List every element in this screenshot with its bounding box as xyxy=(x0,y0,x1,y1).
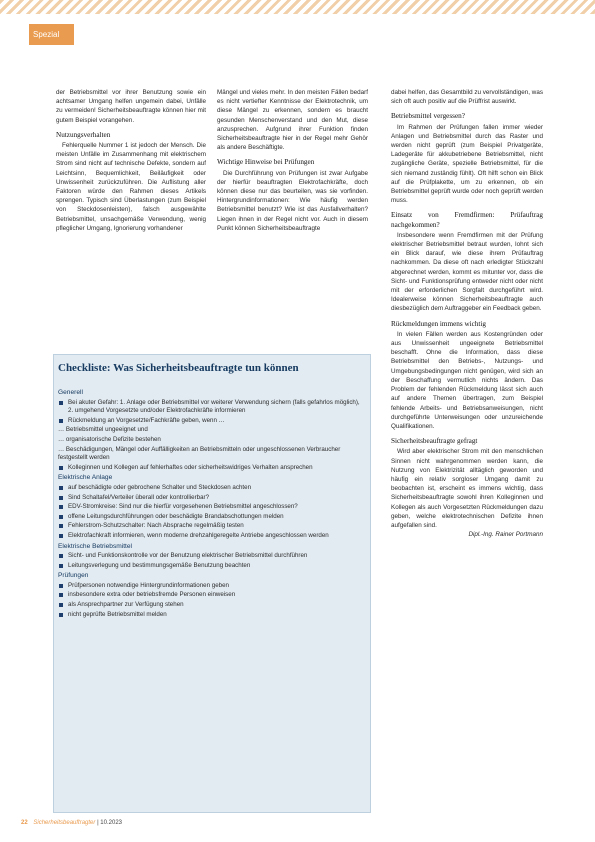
checklist-item xyxy=(58,591,363,600)
checklist-box xyxy=(53,354,371,813)
issue-label: | 10.2023 xyxy=(97,820,122,826)
checklist-item xyxy=(58,417,363,426)
bullet-square-icon xyxy=(59,419,63,423)
header-stripes xyxy=(0,0,595,14)
subheading: Einsatz von Fremdfirmen: Prüfauftrag nachgekommen? xyxy=(391,211,543,229)
paragraph: Die Durchführung von Prüfungen ist zwar Aufgabe der hierfür beauftragten Elektrofachkräfte, doch können diese nur das beurteilen, was sie vorfinden. Hintergrundinformationen: Wie häufig werden Betriebsmittel benutzt? Wie ist das Ausfallverhalten? Liegen ihnen in der Regel nicht vor. Auch in diesem Punkt können Sicherheitsbeauftragte xyxy=(217,169,368,232)
checklist-item xyxy=(58,513,363,522)
checklist-section-heading: Generell xyxy=(58,389,83,396)
checklist-item-text: offene Leitungsdurchführungen oder beschädigte Brandabschottungen melden xyxy=(68,512,284,520)
checklist-item xyxy=(58,436,363,445)
section-tab: Spezial xyxy=(29,24,74,45)
magazine-name: Sicherheitsbeauftragter xyxy=(33,820,96,826)
paragraph: Wird aber elektrischer Strom mit den menschlichen Sinnen nicht wahrgenommen werden kann, die Nutzung von Elektrizität alltäglich geworden und häufig ein relativ sorgloser Umgang damit zu beobachten ist, erscheint es immens wichtig, dass Sicherheitsbeauftragte sowohl ihren Kolleginnen und Kollegen als auch Vorgesetzten Rückmeldungen dazu geben, welche elektrotechnischen Defizite ihnen aufgefallen sind. xyxy=(391,448,543,529)
bullet-square-icon xyxy=(59,613,63,617)
checklist-item-text: Kolleginnen und Kollegen auf fehlerhaftes oder sicherheitswidriges Verhalten ansprechen xyxy=(68,463,313,471)
checklist-item xyxy=(58,426,363,435)
checklist-item xyxy=(58,552,363,561)
subheading: Betriebsmittel vergessen? xyxy=(391,112,465,121)
checklist-item-text: als Ansprechpartner zur Verfügung stehen xyxy=(68,601,184,609)
checklist-item xyxy=(58,503,363,512)
bullet-square-icon xyxy=(59,524,63,528)
bullet-square-icon xyxy=(59,505,63,509)
bullet-square-icon xyxy=(59,401,63,405)
column-1 xyxy=(56,88,206,233)
subheading: Nutzungsverhalten xyxy=(56,130,111,139)
checklist-item-text: auf beschädigte oder gebrochene Schalter und Steckdosen achten xyxy=(68,483,252,491)
bullet-square-icon xyxy=(59,534,63,538)
checklist-item-text: … Beschädigungen, Mängel oder Auffälligkeiten an Betriebsmitteln oder ungeschlossenen Verbraucher festgestellt werden xyxy=(58,445,341,462)
bullet-square-icon xyxy=(59,584,63,588)
subheading: Rückmeldungen immens wichtig xyxy=(391,319,487,328)
paragraph: Insbesondere wenn Fremdfirmen mit der Prüfung elektrischer Betriebsmittel betraut wurden, lohnt sich ein Blick darauf, wie diese ihrem Prüfauftrag nachkommen. Da diese oft nach erledigter Stückzahl abgerechnet werden, kommt es mitunter vor, dass die Sicht- und Funktionsprüfung entweder nicht oder nicht mit der erforderlichen Sorgfalt durchgeführt wird. Idealerweise können Sicherheitsbeauftragte auch diesbezüglich dem Auftraggeber ein Feedback geben. xyxy=(391,231,543,313)
paragraph: dabei helfen, das Gesamtbild zu vervollständigen, was sich oft auch positiv auf die Prüffrist auswirkt. xyxy=(391,89,543,106)
checklist-item-text: Bei akuter Gefahr: 1. Anlage oder Betriebsmittel vor weiterer Verwendung sichern (falls gefahrlos möglich), 2. umgehend Vorgesetzte und/oder Elektrofachkräfte informieren xyxy=(68,398,360,415)
subheading: Wichtige Hinweise bei Prüfungen xyxy=(217,158,315,167)
checklist-list xyxy=(58,387,363,620)
bullet-square-icon xyxy=(59,554,63,558)
bullet-square-icon xyxy=(59,603,63,607)
paragraph: Im Rahmen der Prüfungen fallen immer wieder Anlagen und Betriebsmittel durch das Raster und werden nicht geprüft (zum Beispiel Privatgeräte, Ladegeräte für akkubetriebene Betriebsmittel, nicht zugängliche Geräte, spezielle Betriebsmittel, für die sich niemand zuständig fühlt). Oft hilft schon ein Blick auf die Prüfplakette, um zu erkennen, ob ein Betriebsmittel geprüft wurde oder noch geprüft werden muss. xyxy=(391,123,543,205)
checklist-item-text: insbesondere extra oder betriebsfremde Personen einweisen xyxy=(68,591,236,599)
checklist-item-text: Sicht- und Funktionskontrolle vor der Benutzung elektrischer Betriebsmittel durchführen xyxy=(68,552,308,560)
bullet-square-icon xyxy=(59,496,63,500)
checklist-item xyxy=(58,494,363,503)
checklist-item-text: Leitungsverlegung und bestimmungsgemäße Benutzung beachten xyxy=(68,561,251,569)
checklist-item-text: … organisatorische Defizite bestehen xyxy=(58,435,161,443)
bullet-square-icon xyxy=(59,564,63,568)
checklist-item xyxy=(58,611,363,620)
paragraph: Fehlerquelle Nummer 1 ist jedoch der Mensch. Die meisten Unfälle im Zusammenhang mit elektrischem Strom sind nicht auf technische Defekte, sondern auf Leichtsinn, Bequemlichkeit, Beiläufigkeit oder Unwissenheit zurückzuführen. Die Auflistung aller Faktoren würde den Rahmen dieses Artikels sprengen. Typisch sind Überlastungen (zum Beispiel von Steckdosenleisten), falsch ausgewählte Betriebsmittel, unsachgemäße Verwendung, wenig pfleglicher Umgang, Ignorierung vorhandener xyxy=(56,142,206,232)
page-footer xyxy=(21,820,122,826)
checklist-item xyxy=(58,562,363,571)
checklist-item xyxy=(58,399,363,416)
checklist-item xyxy=(58,522,363,531)
checklist-item xyxy=(58,446,363,463)
author-signature: Dipl.-Ing. Rainer Portmann xyxy=(468,531,543,539)
checklist-section-heading: Elektrische Betriebsmittel xyxy=(58,542,133,550)
checklist-item-text: Prüfpersonen notwendige Hintergrundinformationen geben xyxy=(68,581,229,589)
page-number: 22 xyxy=(21,820,28,826)
checklist-item xyxy=(58,484,363,493)
checklist-item xyxy=(58,601,363,610)
checklist-item-text: Fehlerstrom-Schutzschalter: Nach Absprache regelmäßig testen xyxy=(68,522,244,530)
paragraph: der Betriebsmittel vor ihrer Benutzung sowie ein achtsamer Umgang helfen ungemein dabei, Unfälle zu vermeiden! Sicherheitsbeauftragte können hier mit gutem Beispiel vorangehen. xyxy=(56,89,206,124)
checklist-item-text: Rückmeldung an Vorgesetzte/Fachkräfte geben, wenn … xyxy=(68,416,225,424)
checklist-item xyxy=(58,532,363,541)
bullet-square-icon xyxy=(59,486,63,490)
checklist-item xyxy=(58,582,363,591)
bullet-square-icon xyxy=(59,515,63,519)
checklist-title: Checkliste: Was Sicherheitsbeauftragte tun können xyxy=(58,362,299,374)
bullet-square-icon xyxy=(59,593,63,597)
subheading: Sicherheitsbeauftragte gefragt xyxy=(391,437,478,446)
column-3 xyxy=(391,88,543,539)
checklist-section-heading: Prüfungen xyxy=(58,572,89,580)
paragraph: In vielen Fällen werden aus Kostengründen oder aus Unwissenheit ungeeignete Betriebsmittel beschafft. Ohne die Information, dass diese Betriebsmittel den Betriebs-, Nutzungs- und Umgebungsbedingungen nicht genügen, wird sich an der Beschaffung vermutlich nichts ändern. Das Problem der fehlenden Rückmeldung lässt sich auch auf andere Themen übertragen, zum Beispiel fehlende Arbeits- und Betriebsanweisungen, nicht durchgeführte Unterweisungen oder unzureichende Qualifikationen. xyxy=(391,330,543,430)
checklist-item-text: Sind Schaltafel/Verteiler überall oder kontrollierbar? xyxy=(68,493,210,501)
checklist-item-text: EDV-Stromkreise: Sind nur die hierfür vorgesehenen Betriebsmittel angeschlossen? xyxy=(68,503,298,511)
column-2 xyxy=(217,88,368,233)
paragraph: Mängel und vieles mehr. In den meisten Fällen bedarf es nicht vertiefter Kenntnisse der Elektrotechnik, um diese Mängel zu erkennen, sondern es braucht gesunden Menschenverstand und den Mut, diese anzusprechen. Aufgrund ihrer Funktion finden Sicherheitsbeauftragte hier in der Regel mehr Gehör als andere Beschäftigte. xyxy=(217,89,368,152)
bullet-square-icon xyxy=(59,466,63,470)
checklist-item-text: nicht geprüfte Betriebsmittel melden xyxy=(68,610,167,618)
checklist-item-text: Elektrofachkraft informieren, wenn moderne drehzahlgeregelte Antriebe angeschlossen werden xyxy=(68,531,329,539)
checklist-item xyxy=(58,464,363,473)
checklist-section-heading: Elektrische Anlage xyxy=(58,474,113,482)
checklist-item-text: … Betriebsmittel ungeeignet und xyxy=(58,426,148,434)
